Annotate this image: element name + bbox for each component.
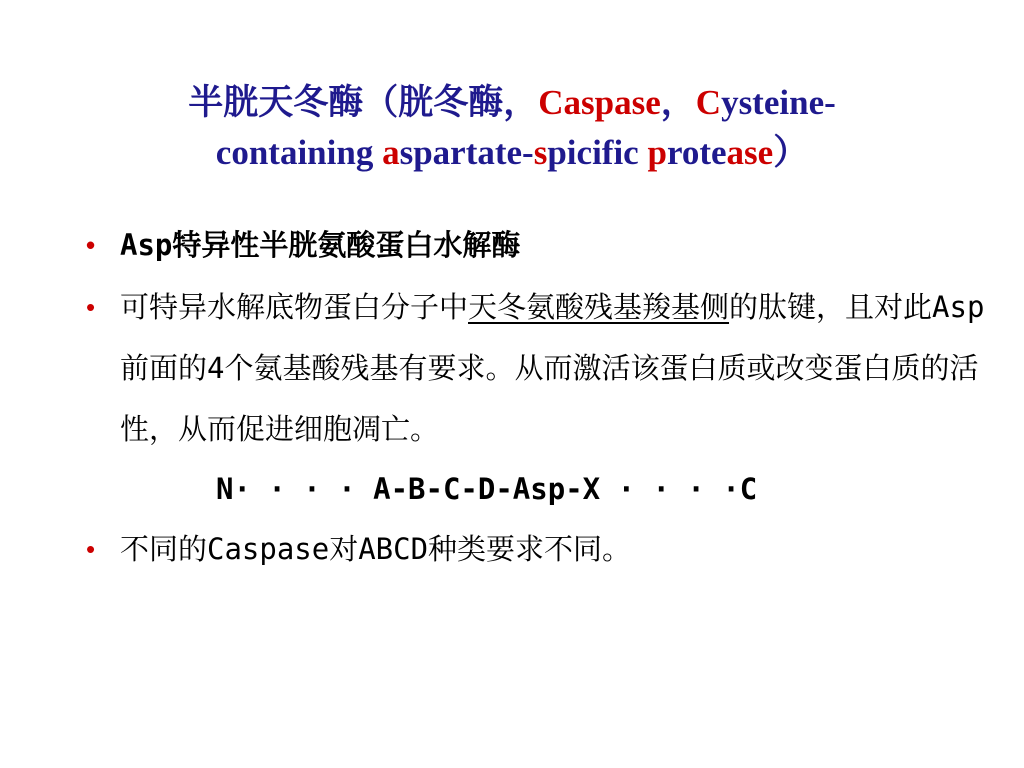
bullet-text-underlined: 天冬氨酸残基羧基侧 bbox=[468, 290, 730, 324]
bullet-text-after: 的肽键，且对此Asp前面的4个氨基酸残基有要求。从而激活该蛋白质或改变蛋白质的活性，从而促进细胞凋亡。 bbox=[120, 290, 985, 446]
title-letter-p: p bbox=[647, 133, 667, 172]
title-spartate: spartate- bbox=[399, 133, 534, 172]
title-line-2 bbox=[60, 128, 964, 178]
slide-body bbox=[86, 216, 986, 578]
bullet-text: 不同的Caspase对ABCD种类要求不同。 bbox=[120, 532, 632, 566]
title-close-paren: ） bbox=[773, 133, 809, 172]
sequence-formula: N· · · · A-B-C-D-Asp-X · · · ·C bbox=[216, 472, 758, 506]
title-ysteine: ysteine- bbox=[721, 83, 836, 122]
title-line-1 bbox=[60, 78, 964, 128]
slide-title bbox=[60, 78, 964, 178]
title-caspase: Caspase bbox=[538, 83, 661, 122]
title-letter-a: a bbox=[382, 133, 400, 172]
bullet-item-2 bbox=[86, 277, 986, 460]
title-letter-s: s bbox=[533, 133, 548, 172]
bullet-dot-icon: • bbox=[86, 230, 96, 260]
title-rote: rote bbox=[666, 133, 727, 172]
title-picific: picific bbox=[547, 133, 648, 172]
title-chinese-name: 半胱天冬酶（胱冬酶， bbox=[188, 83, 539, 122]
bullet-text-before: 可特异水解底物蛋白分子中 bbox=[120, 290, 469, 324]
bullet-text: Asp特异性半胱氨酸蛋白水解酶 bbox=[120, 228, 521, 262]
title-comma: ， bbox=[660, 83, 696, 122]
bullet-item-1 bbox=[86, 216, 986, 274]
bullet-dot-icon: • bbox=[86, 534, 96, 564]
bullet-item-3 bbox=[86, 520, 986, 578]
title-letter-c: C bbox=[695, 83, 722, 122]
bullet-dot-icon: • bbox=[86, 292, 96, 322]
title-ase: ase bbox=[726, 133, 774, 172]
title-containing: containing bbox=[215, 133, 383, 172]
